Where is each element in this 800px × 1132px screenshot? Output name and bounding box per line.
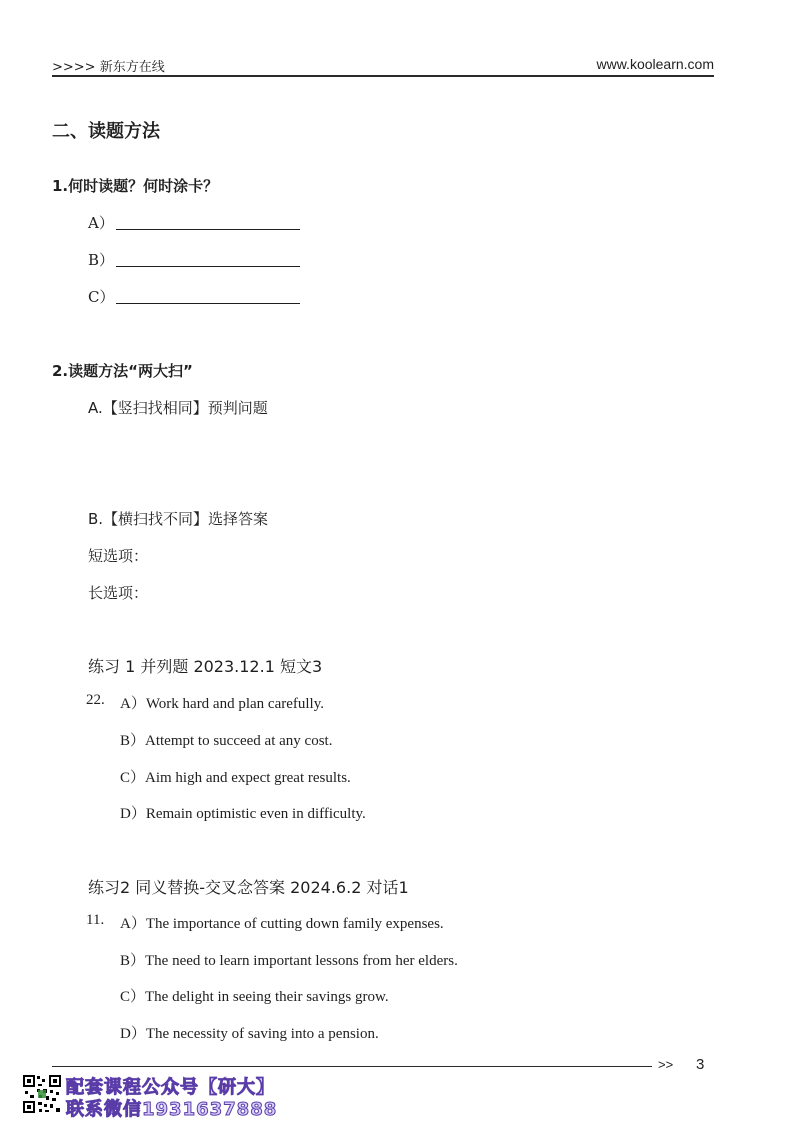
question-number: 22. bbox=[86, 692, 105, 708]
choice-c: C）The delight in seeing their savings grow. bbox=[120, 989, 389, 1005]
choice-d: D）Remain optimistic even in difficulty. bbox=[120, 806, 366, 822]
blank-line bbox=[116, 229, 300, 230]
watermark-line-2: 联系微信1931637888 bbox=[66, 1099, 278, 1120]
practice-2-title: 练习2 同义替换-交叉念答案 2024.6.2 对话1 bbox=[88, 878, 409, 897]
question-number: 11. bbox=[86, 912, 105, 928]
method-a-line: A.【竖扫找相同】预判问题 bbox=[88, 399, 268, 417]
answer-line-a bbox=[88, 212, 114, 233]
long-options-label: 长选项： bbox=[88, 584, 149, 602]
header-divider bbox=[52, 75, 714, 77]
answer-label: B） bbox=[88, 251, 115, 269]
footer-arrow: >> bbox=[658, 1057, 674, 1072]
practice-1-title: 练习 1 并列题 2023.12.1 短文3 bbox=[88, 657, 323, 676]
choice-a: A）Work hard and plan carefully. bbox=[120, 696, 324, 712]
question-1-heading: 1.何时读题？何时涂卡？ bbox=[52, 177, 219, 195]
choice-b: B）The need to learn important lessons from her elders. bbox=[120, 953, 458, 969]
blank-line bbox=[116, 303, 300, 304]
qr-code-icon bbox=[22, 1074, 62, 1114]
method-b-line: B.【横扫找不同】选择答案 bbox=[88, 510, 269, 528]
blank-line bbox=[116, 266, 300, 267]
question-2-heading: 2.读题方法“两大扫” bbox=[52, 362, 193, 380]
page-number: 3 bbox=[696, 1056, 705, 1073]
section-title: 二、读题方法 bbox=[52, 121, 160, 142]
choice-b: B）Attempt to succeed at any cost. bbox=[120, 733, 333, 749]
watermark-line-1: 配套课程公众号【研大】 bbox=[66, 1077, 275, 1098]
header-brand: >>>> 新东方在线 bbox=[52, 60, 165, 75]
answer-label: C） bbox=[88, 288, 115, 306]
answer-line-c bbox=[88, 286, 114, 307]
footer-divider bbox=[52, 1066, 652, 1067]
header-website: www.koolearn.com bbox=[596, 56, 714, 72]
choice-d: D）The necessity of saving into a pension. bbox=[120, 1026, 379, 1042]
answer-label: A） bbox=[88, 214, 114, 232]
choice-a: A）The importance of cutting down family expenses. bbox=[120, 916, 444, 932]
answer-line-b bbox=[88, 249, 114, 270]
short-options-label: 短选项： bbox=[88, 547, 149, 565]
choice-c: C）Aim high and expect great results. bbox=[120, 770, 351, 786]
